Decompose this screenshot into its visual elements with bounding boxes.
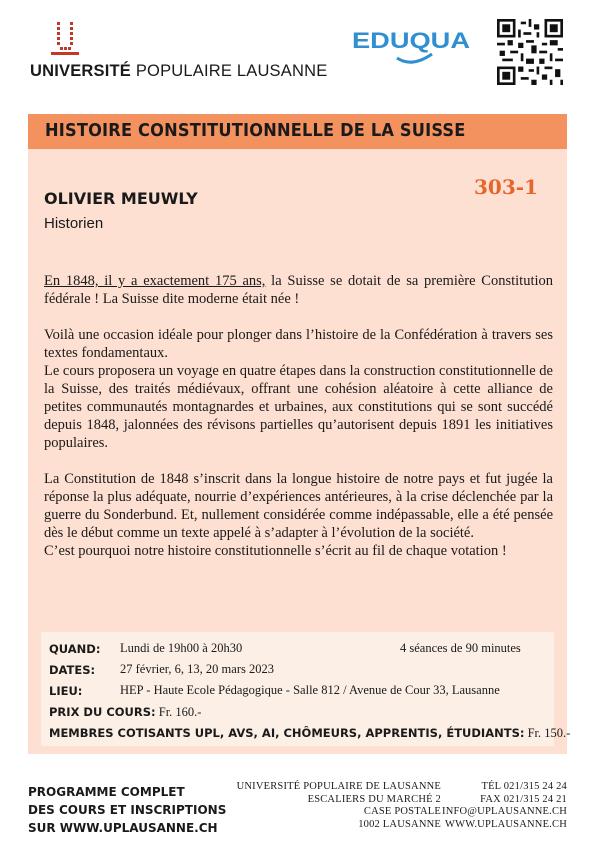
address-line-2: ESCALIERS DU MARCHÉ 2	[307, 793, 441, 805]
contact-tel: TÉL 021/315 24 24	[481, 781, 567, 792]
paragraph-3-a: La Constitution de 1848 s’inscrit dans la longue histoire de notre pays et fut jugée la réponse la plus adéquate, nourrie d’expériences antérieures, à la crise déclenchée par la guerre du Sonderbund. Et, nullement considérée comme indépassable, elle a été pensée dès le début comme un texte appelé à s’adapter à l’évolution de la société.	[44, 471, 553, 541]
paragraph-2-b: Le cours proposera un voyage en quatre étapes dans la construction constitutionnelle de la Suisse, des traités médiévaux, offrant une cohésion aléatoire à cette alliance de petites communautés montagnardes et urbaines, aux constitutions qui se sont succédé depuis 1848, jalonnées des révisons partielles qu’autorisent depuis 1891 les initiatives populaires.	[44, 363, 553, 451]
eduqua-swoosh	[397, 54, 432, 62]
paragraph-2	[44, 326, 553, 452]
footer-left-line-3: SUR WWW.UPLAUSANNE.CH	[28, 821, 218, 835]
info-row-when	[49, 642, 100, 657]
price-value: Fr. 160.-	[158, 705, 202, 719]
when-value: Lundi de 19h00 à 20h30	[120, 641, 243, 655]
course-title: HISTOIRE CONSTITUTIONNELLE DE LA SUISSE	[45, 120, 466, 141]
course-info-box	[41, 632, 571, 746]
eduqua-label: EDUQUA	[352, 28, 471, 53]
info-row-price	[49, 705, 201, 720]
dates-label: DATES:	[49, 663, 96, 677]
contact-fax: FAX 021/315 24 21	[480, 793, 567, 805]
upl-logo-icon	[48, 22, 82, 56]
contact-email[interactable]: INFO@UPLAUSANNE.CH	[442, 806, 567, 817]
paragraph-1	[44, 272, 553, 308]
paragraph-1-underlined: En 1848, il y a exactement 175 ans,	[44, 273, 266, 289]
info-row-dates	[49, 663, 95, 678]
address-line-1: UNIVERSITÉ POPULAIRE DE LAUSANNE	[236, 781, 441, 792]
address-line-3: CASE POSTALE	[363, 806, 441, 817]
paragraph-3-b: C’est pourquoi notre histoire constitutionnelle s’écrit au fil de chaque votation !	[44, 543, 507, 559]
footer-program-info	[28, 783, 226, 837]
title-bar	[28, 114, 567, 149]
place-label: LIEU:	[49, 684, 83, 698]
footer-left-line-1: PROGRAMME COMPLET	[28, 785, 185, 799]
when-label: QUAND:	[49, 642, 101, 656]
sessions-value: 4 séances de 90 minutes	[400, 641, 521, 655]
members-label: MEMBRES COTISANTS UPL, AVS, AI, CHÔMEURS, APPRENTIS, ÉTUDIANTS:	[49, 726, 525, 740]
org-name	[30, 62, 327, 81]
teacher-role: Historien	[44, 215, 104, 232]
info-row-place	[49, 684, 82, 699]
org-name-bold: UNIVERSITÉ	[30, 62, 132, 80]
teacher-name: OLIVIER MEUWLY	[44, 189, 198, 208]
members-value: Fr. 150.-	[527, 726, 571, 740]
footer	[0, 765, 603, 863]
paragraph-2-a: Voilà une occasion idéale pour plonger dans l’histoire de la Confédération à travers ses textes fondamentaux.	[44, 327, 553, 361]
footer-left-line-2: DES COURS ET INSCRIPTIONS	[28, 803, 227, 817]
price-label: PRIX DU COURS:	[49, 705, 156, 719]
course-code: 303-1	[474, 175, 538, 199]
dates-value: 27 février, 6, 13, 20 mars 2023	[120, 662, 274, 676]
address-line-4: 1002 LAUSANNE	[358, 818, 441, 830]
course-card	[28, 114, 571, 754]
course-description	[44, 272, 553, 578]
contact-web[interactable]: WWW.UPLAUSANNE.CH	[444, 818, 567, 830]
paragraph-3	[44, 470, 553, 560]
footer-address	[237, 781, 441, 831]
place-value: HEP - Haute Ecole Pédagogique - Salle 812 / Avenue de Cour 33, Lausanne	[120, 683, 500, 697]
eduqua-logo	[352, 24, 472, 68]
header	[0, 0, 603, 115]
org-name-rest: POPULAIRE LAUSANNE	[135, 62, 328, 80]
info-row-members	[49, 726, 570, 741]
footer-contact	[442, 781, 567, 831]
paragraph-1-rest: la Suisse se dotait de sa première Constitution fédérale ! La Suisse dite moderne était née !	[44, 273, 554, 307]
qr-code-icon	[497, 19, 563, 85]
